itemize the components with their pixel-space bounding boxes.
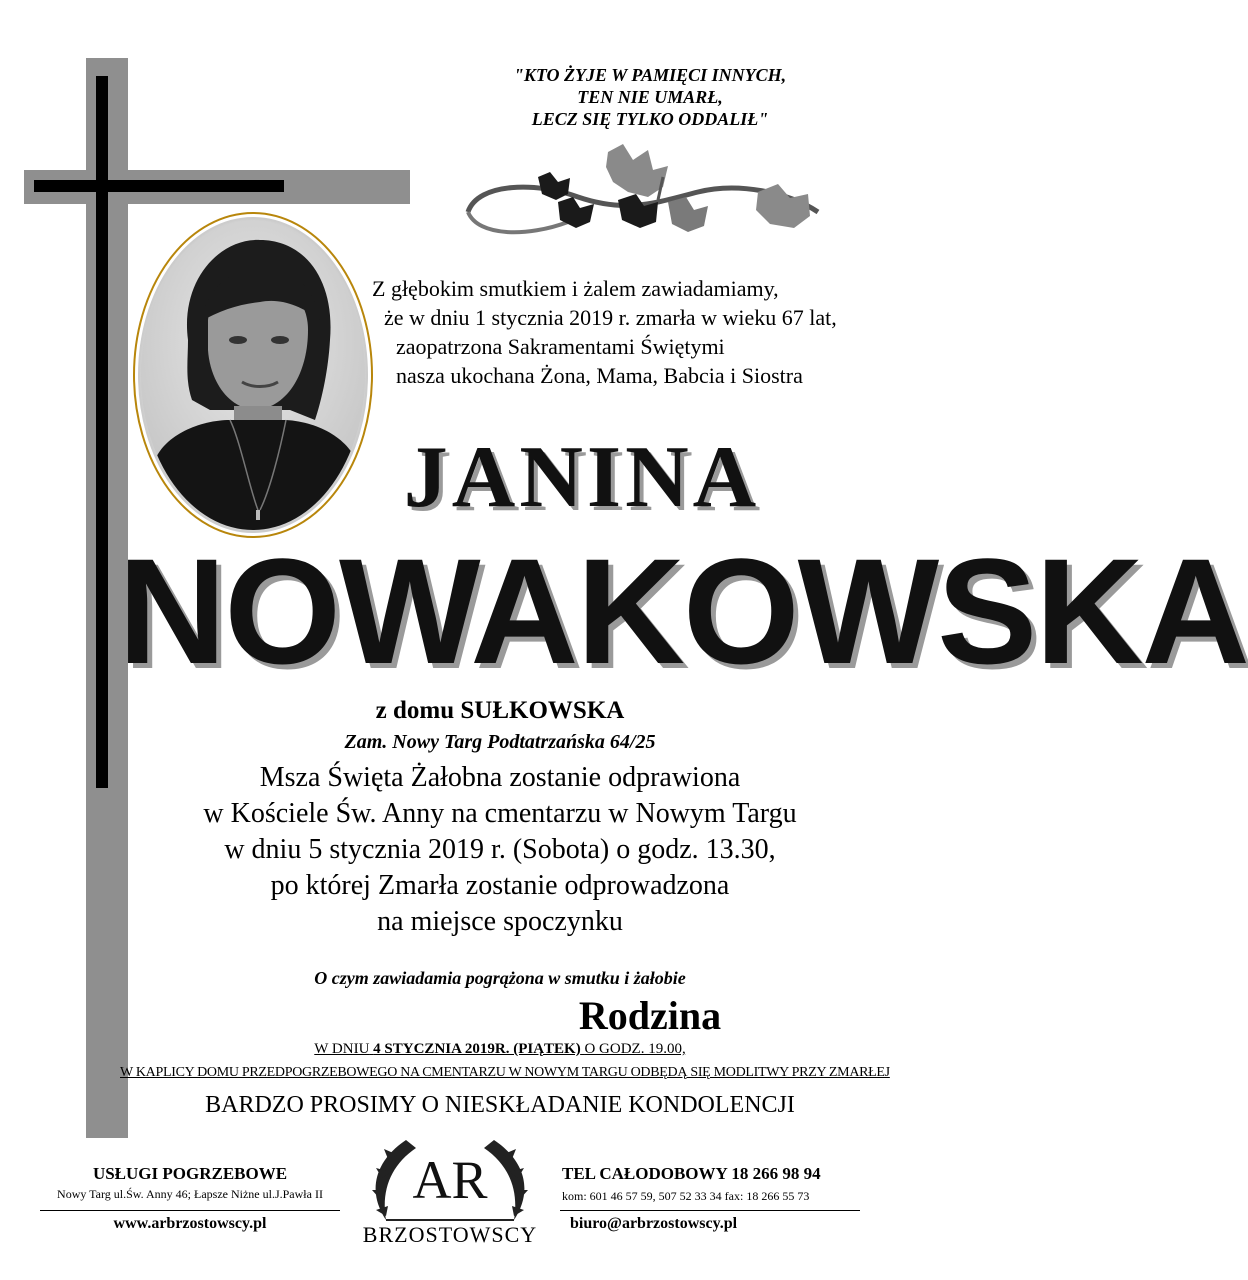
portrait-image <box>130 210 376 540</box>
vigil-prefix: W DNIU <box>314 1041 370 1057</box>
quote-line-1: "KTO ŻYJE W PAMIĘCI INNYCH, <box>513 65 787 85</box>
memorial-quote <box>440 64 860 130</box>
first-name: JANINA <box>403 429 761 526</box>
mass-line-2: w Kościele Św. Anny na cmentarzu w Nowym Targu <box>203 798 797 829</box>
quote-line-2: TEN NIE UMARŁ, <box>577 87 723 107</box>
mass-line-4: po której Zmarła zostanie odprowadzona <box>270 870 730 901</box>
footer-divider-left <box>40 1210 340 1211</box>
funeral-mass-info <box>120 760 880 940</box>
condolences-request: BARDZO PROSIMY O NIESKŁADANIE KONDOLENCJI <box>205 1092 795 1118</box>
mass-line-3: w dniu 5 stycznia 2019 r. (Sobota) o godz. 13.30, <box>224 834 776 865</box>
intro-line-1: Z głębokim smutkiem i żalem zawiadamiamy, <box>372 276 779 301</box>
closing-text: O czym zawiadamia pogrążona w smutku i żałobie <box>314 968 686 988</box>
intro-line-3: zaopatrzona Sakramentami Świętymi <box>396 334 725 359</box>
vigil-time: O GODZ. 19.00, <box>584 1041 686 1057</box>
residence-address: Zam. Nowy Targ Podtatrzańska 64/25 <box>344 731 656 753</box>
vigil-date: 4 STYCZNIA 2019R. (PIĄTEK) <box>373 1041 581 1057</box>
email-link[interactable]: biuro@arbrzostowscy.pl <box>570 1215 738 1232</box>
logo-monogram: AR <box>412 1150 488 1210</box>
surname: NOWAKOWSKA <box>118 527 1248 695</box>
announcement-intro <box>360 274 900 390</box>
mass-line-5: na miejsce spoczynku <box>377 906 623 937</box>
mass-line-1: Msza Święta Żałobna zostanie odprawiona <box>259 762 741 793</box>
vigil-date-line <box>120 1040 880 1058</box>
intro-line-2: że w dniu 1 stycznia 2019 r. zmarła w wieku 67 lat, <box>384 305 837 330</box>
funeral-services-title: USŁUGI POGRZEBOWE <box>92 1164 288 1183</box>
phone-numbers: kom: 601 46 57 59, 507 52 33 34 fax: 18 266 55 73 <box>562 1189 810 1203</box>
vigil-place-line: W KAPLICY DOMU PRZEDPOGRZEBOWEGO NA CMENTARZU W NOWYM TARGU ODBĘDĄ SIĘ MODLITWY PRZY ZMARŁEJ <box>120 1065 890 1080</box>
footer-divider-right <box>560 1210 860 1211</box>
deceased-photo <box>130 210 376 540</box>
intro-line-4: nasza ukochana Żona, Mama, Babcia i Siostra <box>396 363 803 388</box>
quote-line-3: LECZ SIĘ TYLKO ODDALIŁ" <box>531 109 769 129</box>
funeral-home-logo <box>346 1120 554 1230</box>
maiden-name: z domu SUŁKOWSKA <box>375 697 625 724</box>
funeral-home-address: Nowy Targ ul.Św. Anny 46; Łapsze Niżne ul.J.Pawła II <box>57 1187 323 1201</box>
cross-horizontal-bar <box>34 180 284 192</box>
family-signature: Rodzina <box>578 993 722 1038</box>
brand-name: BRZOSTOWSCY <box>362 1222 538 1247</box>
leaf-ornament-icon <box>458 142 848 254</box>
website-link[interactable]: www.arbrzostowscy.pl <box>113 1215 267 1232</box>
phone-title: TEL CAŁODOBOWY 18 266 98 94 <box>562 1164 821 1183</box>
